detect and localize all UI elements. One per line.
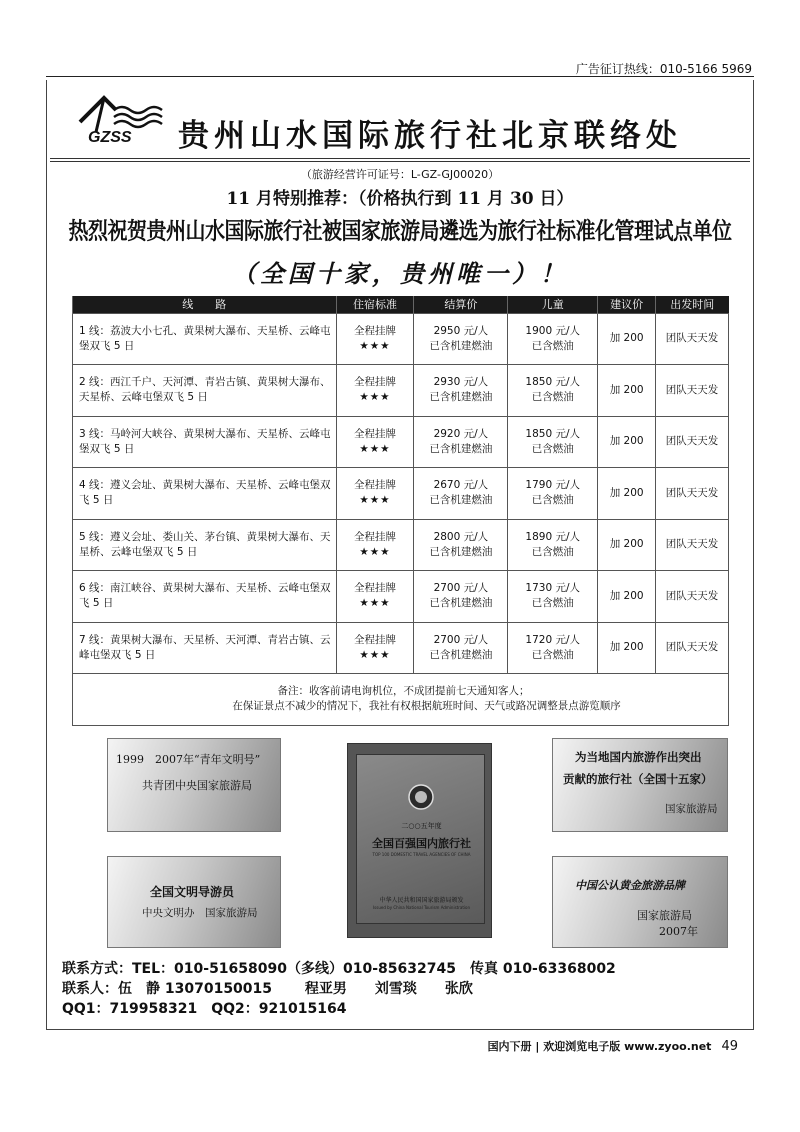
- col-header: 住宿标准: [336, 296, 414, 313]
- depart-cell: 团队天天发: [656, 365, 729, 417]
- note-cell: [73, 674, 729, 726]
- award-issuer: 国家旅游局: [637, 909, 692, 922]
- lodging-cell: 全程挂牌 ★★★: [336, 468, 414, 520]
- child-price-cell: 1890 元/人 已含燃油: [508, 519, 598, 571]
- award-text: 1999 2007年“青年文明号”: [116, 753, 261, 766]
- suggest-price-cell: 加 200: [598, 365, 656, 417]
- child-price-cell: 1730 元/人 已含燃油: [508, 571, 598, 623]
- note-line: 在保证景点不减少的情况下，我社有权根据航班时间、天气或路况调整景点游览顺序: [232, 700, 621, 713]
- award-text: 全国文明导游员: [150, 885, 235, 899]
- award-year: 2007年: [659, 925, 698, 938]
- table-row: [73, 519, 729, 571]
- award-issuer: 中央文明办 国家旅游局: [142, 907, 258, 919]
- route-cell: 5 线：遵义会址、娄山关、茅台镇、黄果树大瀑布、天星桥、云峰屯堡双飞 5 日: [73, 519, 337, 571]
- col-header: 儿童: [508, 296, 598, 313]
- route-cell: 3 线：马岭河大峡谷、黄果树大瀑布、天星桥、云峰屯堡双飞 5 日: [73, 416, 337, 468]
- col-header: 结算价: [414, 296, 508, 313]
- award-text: 为当地国内旅游作出突出: [575, 750, 702, 764]
- lodging-cell: 全程挂牌 ★★★: [336, 313, 414, 365]
- top100-plaque: [347, 743, 492, 938]
- child-price-cell: 1850 元/人 已含燃油: [508, 416, 598, 468]
- logo-text: GZSS: [88, 129, 132, 146]
- price-cell: 2670 元/人 已含机建燃油: [414, 468, 508, 520]
- footer-text: 国内下册 | 欢迎浏览电子版 www.zyoo.net: [487, 1040, 712, 1053]
- note-line: 备注：收客前请电询机位，不成团提前七天通知客人；: [277, 685, 530, 698]
- table-row: [73, 468, 729, 520]
- child-price-cell: 1900 元/人 已含燃油: [508, 313, 598, 365]
- plaque-issuer-en: Issued by China National Tourism Administration: [373, 905, 470, 910]
- child-price-cell: 1720 元/人 已含燃油: [508, 622, 598, 674]
- price-cell: 2930 元/人 已含机建燃油: [414, 365, 508, 417]
- plaque-english: TOP 100 DOMESTIC TRAVEL AGENCIES OF CHINA: [372, 852, 471, 857]
- depart-cell: 团队天天发: [656, 571, 729, 623]
- contact-persons: 联系人：伍 静 13070150015 程亚男 刘雪琰 张欣: [62, 981, 473, 997]
- contact-qq: QQ1：719958321 QQ2：921015164: [62, 1001, 347, 1017]
- table-row: [73, 365, 729, 417]
- depart-cell: 团队天天发: [656, 313, 729, 365]
- table-row: [73, 313, 729, 365]
- plaque-issuer: 中华人民共和国国家旅游局颁发: [379, 897, 464, 904]
- table-row: [73, 416, 729, 468]
- award-civilized-guide: [107, 856, 281, 948]
- award-issuer: 共青团中央国家旅游局: [142, 779, 252, 792]
- note-row: [73, 674, 729, 726]
- price-cell: 2700 元/人 已含机建燃油: [414, 622, 508, 674]
- promo-title: 11 月特别推荐：（价格执行到 11 月 30 日）: [226, 189, 574, 209]
- lodging-cell: 全程挂牌 ★★★: [336, 365, 414, 417]
- col-header: 线 路: [73, 296, 337, 313]
- route-cell: 6 线：南江峡谷、黄果树大瀑布、天星桥、云峰屯堡双飞 5 日: [73, 571, 337, 623]
- plaque-year: 二○○五年度: [401, 822, 442, 830]
- license-number: （旅游经营许可证号：L-GZ-GJ00020）: [300, 168, 500, 181]
- table-row: [73, 571, 729, 623]
- award-issuer: 国家旅游局: [665, 803, 718, 815]
- col-header: 建议价: [598, 296, 656, 313]
- top-rule: [46, 76, 754, 77]
- route-cell: 4 线：遵义会址、黄果树大瀑布、天星桥、云峰屯堡双飞 5 日: [73, 468, 337, 520]
- suggest-price-cell: 加 200: [598, 571, 656, 623]
- lodging-cell: 全程挂牌 ★★★: [336, 519, 414, 571]
- depart-cell: 团队天天发: [656, 622, 729, 674]
- footer: [488, 1038, 738, 1054]
- award-domestic-tourism: [552, 738, 728, 832]
- suggest-price-cell: 加 200: [598, 313, 656, 365]
- price-cell: 2950 元/人 已含机建燃油: [414, 313, 508, 365]
- award-text: 中国公认黄金旅游品牌: [575, 879, 685, 892]
- award-youth-civilization: [107, 738, 281, 832]
- price-cell: 2700 元/人 已含机建燃油: [414, 571, 508, 623]
- lodging-cell: 全程挂牌 ★★★: [336, 416, 414, 468]
- table-header-row: [73, 296, 729, 313]
- route-cell: 7 线：黄果树大瀑布、天星桥、天河潭、青岩古镇、云峰屯堡双飞 5 日: [73, 622, 337, 674]
- price-cell: 2920 元/人 已含机建燃油: [414, 416, 508, 468]
- route-table: [72, 296, 729, 726]
- award-golden-brand: [552, 856, 728, 948]
- divider: [50, 158, 750, 159]
- company-name: 贵州山水国际旅行社北京联络处: [178, 118, 682, 154]
- suggest-price-cell: 加 200: [598, 416, 656, 468]
- ad-hotline: 广告征订热线：010-5166 5969: [575, 62, 752, 76]
- col-header: 出发时间: [656, 296, 729, 313]
- depart-cell: 团队天天发: [656, 416, 729, 468]
- headline: 热烈祝贺贵州山水国际旅行社被国家旅游局遴选为旅行社标准化管理试点单位: [68, 216, 732, 245]
- suggest-price-cell: 加 200: [598, 519, 656, 571]
- award-text: 贡献的旅行社（全国十五家）: [563, 772, 713, 786]
- divider: [50, 161, 750, 162]
- plaque-inner: [356, 754, 485, 924]
- route-cell: 1 线：荔波大小七孔、黄果树大瀑布、天星桥、云峰屯堡双飞 5 日: [73, 313, 337, 365]
- child-price-cell: 1790 元/人 已含燃油: [508, 468, 598, 520]
- suggest-price-cell: 加 200: [598, 468, 656, 520]
- lodging-cell: 全程挂牌 ★★★: [336, 622, 414, 674]
- route-cell: 2 线：西江千户、天河潭、青岩古镇、黄果树大瀑布、天星桥、云峰屯堡双飞 5 日: [73, 365, 337, 417]
- suggest-price-cell: 加 200: [598, 622, 656, 674]
- child-price-cell: 1850 元/人 已含燃油: [508, 365, 598, 417]
- gzss-logo-icon: [66, 92, 176, 146]
- contact-phones: 联系方式：TEL：010-51658090（多线）010-85632745 传真 010-63368002: [62, 961, 616, 977]
- page-number: 49: [721, 1039, 738, 1054]
- price-cell: 2800 元/人 已含机建燃油: [414, 519, 508, 571]
- emblem-icon: [407, 783, 435, 811]
- table-row: [73, 622, 729, 674]
- plaque-title: 全国百强国内旅行社: [372, 837, 471, 850]
- depart-cell: 团队天天发: [656, 468, 729, 520]
- subheadline: （全国十家，贵州唯一）！: [232, 259, 568, 288]
- lodging-cell: 全程挂牌 ★★★: [336, 571, 414, 623]
- depart-cell: 团队天天发: [656, 519, 729, 571]
